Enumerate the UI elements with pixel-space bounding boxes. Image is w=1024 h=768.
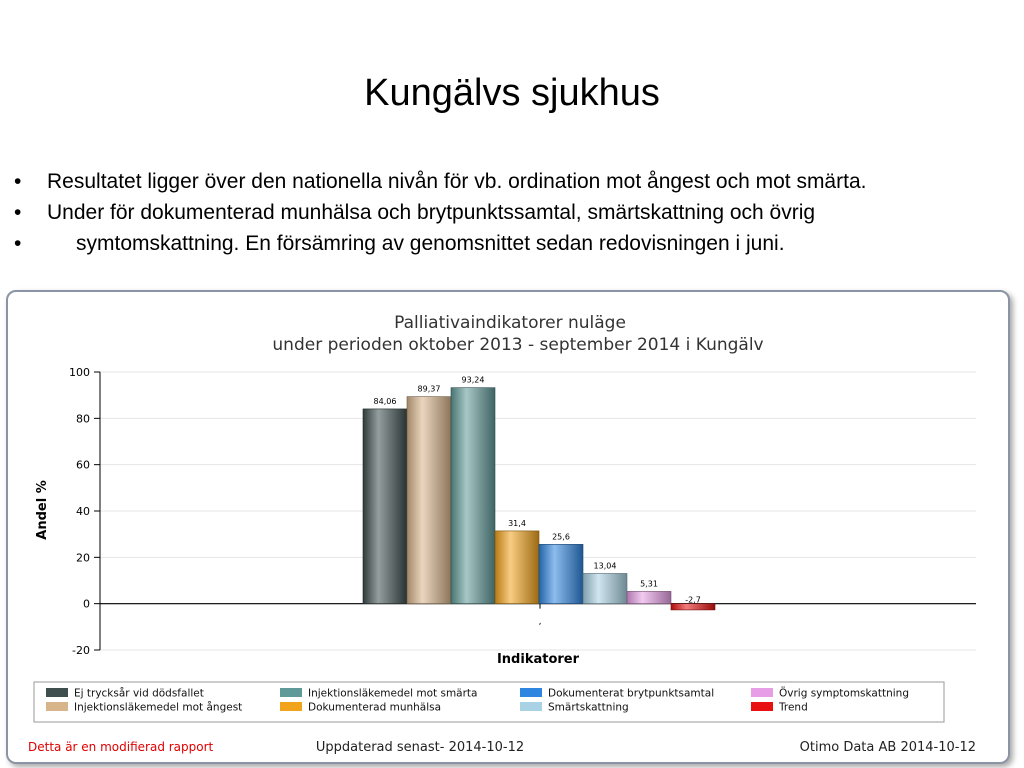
bullet-text: Resultatet ligger över den nationella nivån för vb. ordination mot ångest och mot smärta. xyxy=(47,170,867,193)
bullet-item xyxy=(14,197,1014,228)
bullet-dot: • xyxy=(14,232,22,255)
y-tick-label: -20 xyxy=(72,644,90,657)
chart-subtitle: under perioden oktober 2013 - september 2014 i Kungälv xyxy=(272,335,764,355)
y-tick-label: 60 xyxy=(76,458,90,472)
legend-label: Övrig symptomskattning xyxy=(779,687,909,700)
chart-title: Palliativaindikatorer nuläge xyxy=(394,313,626,333)
legend-swatch xyxy=(751,688,773,697)
bar-value-label: 31,4 xyxy=(508,518,526,528)
bullet-dot: • xyxy=(14,170,22,193)
x-axis-title: Indikatorer xyxy=(496,652,580,667)
legend-swatch xyxy=(280,702,302,711)
bar-value-label: 25,6 xyxy=(552,532,570,542)
legend-swatch xyxy=(46,688,68,697)
chart-frame xyxy=(6,290,1010,764)
x-category-label: , xyxy=(538,617,542,627)
bar-value-label: 5,31 xyxy=(640,579,658,589)
bar xyxy=(407,397,451,604)
y-tick-label: 40 xyxy=(76,505,90,518)
legend-swatch xyxy=(751,702,773,711)
bullet-item xyxy=(14,228,1014,259)
bullet-list xyxy=(14,166,1014,259)
legend-label: Dokumenterad munhälsa xyxy=(308,701,442,714)
bar xyxy=(495,531,539,604)
bar-value-label: 84,06 xyxy=(373,396,397,406)
bar-value-label: 89,37 xyxy=(417,384,441,394)
y-axis-title: Andel % xyxy=(35,480,50,540)
footer-modified-note: Detta är en modifierad rapport xyxy=(28,740,214,754)
legend-label: Ej trycksår vid dödsfallet xyxy=(74,687,204,700)
legend-swatch xyxy=(520,688,542,697)
bullet-text: symtomskattning. En försämring av genomsnittet sedan redovisningen i juni. xyxy=(76,232,785,255)
y-tick-label: 80 xyxy=(76,412,90,426)
bullet-text: Under för dokumenterad munhälsa och brytpunktssamtal, smärtskattning och övrig xyxy=(47,201,816,224)
legend xyxy=(34,682,944,722)
bullet-dot: • xyxy=(14,201,22,224)
footer-source: Otimo Data AB 2014-10-12 xyxy=(799,740,976,755)
bar xyxy=(363,409,407,604)
y-tick-label: 20 xyxy=(76,551,90,565)
legend-label: Injektionsläkemedel mot smärta xyxy=(308,687,478,700)
bar-value-label: 93,24 xyxy=(461,375,485,385)
legend-swatch xyxy=(46,702,68,711)
bar-chart xyxy=(8,292,1008,762)
bar xyxy=(583,573,627,603)
y-tick-label: 0 xyxy=(83,597,90,611)
bar-value-label: 13,04 xyxy=(593,561,617,571)
legend-swatch xyxy=(280,688,302,697)
bullet-item xyxy=(14,166,1014,197)
legend-label: Dokumenterat brytpunktsamtal xyxy=(548,687,715,700)
bar xyxy=(627,591,671,603)
legend-label: Trend xyxy=(779,701,808,714)
bar xyxy=(451,388,495,604)
bar-value-label: -2,7 xyxy=(685,595,701,605)
bar xyxy=(539,544,583,603)
slide-title: Kungälvs sjukhus xyxy=(364,72,660,114)
y-tick-label: 100 xyxy=(69,366,90,379)
legend-swatch xyxy=(520,702,542,711)
legend-label: Injektionsläkemedel mot ångest xyxy=(74,701,243,714)
legend-label: Smärtskattning xyxy=(548,701,629,714)
footer-updated: Uppdaterad senast- 2014-10-12 xyxy=(315,740,525,755)
